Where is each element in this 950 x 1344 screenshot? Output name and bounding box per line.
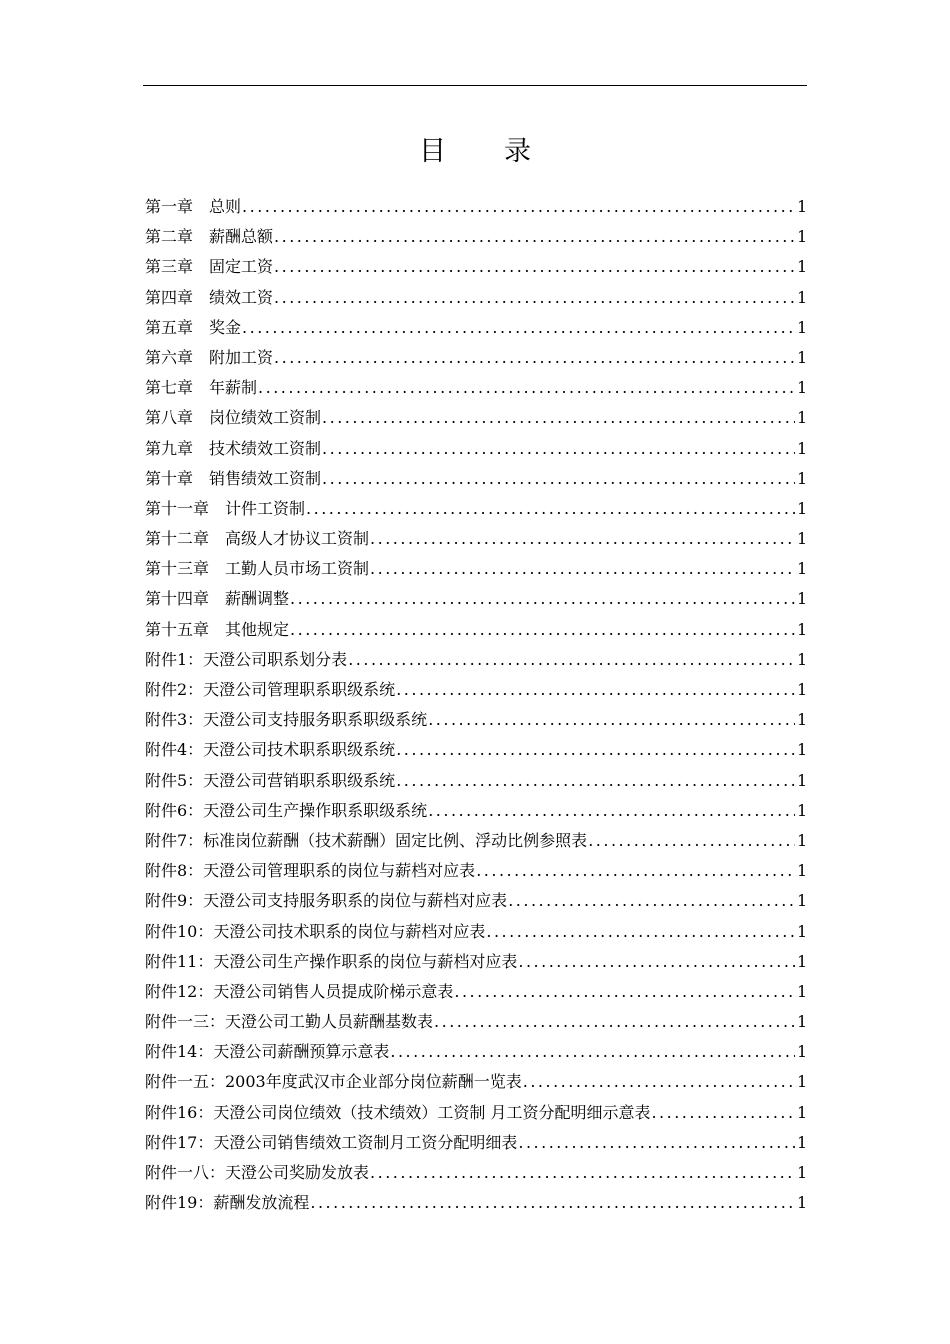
toc-dot-leader — [523, 1067, 795, 1097]
toc-dot-leader — [518, 1128, 795, 1158]
toc-entry-page-number: 1 — [797, 1102, 808, 1122]
toc-entry-page-number: 1 — [797, 619, 808, 639]
toc-entry[interactable] — [145, 554, 807, 584]
toc-entry-label: 附件一八：天澄公司奖励发放表 — [145, 1163, 370, 1182]
toc-entry[interactable] — [145, 675, 807, 705]
toc-entry[interactable] — [145, 645, 807, 675]
toc-dot-leader — [370, 1158, 795, 1188]
toc-entry-page-number: 1 — [797, 680, 808, 699]
toc-dot-leader — [588, 826, 795, 856]
toc-entry[interactable] — [145, 947, 807, 977]
toc-dot-leader — [274, 283, 795, 313]
toc-entry-label: 附件16：天澄公司岗位绩效（技术绩效）工资制 月工资分配明细示意表 — [145, 1102, 651, 1122]
toc-entry-label: 第十章 销售绩效工资制 — [145, 468, 322, 488]
toc-entry-label: 附件2：天澄公司管理职系职级系统 — [145, 680, 396, 699]
toc-entry-label: 附件一三：天澄公司工勤人员薪酬基数表 — [145, 1012, 434, 1032]
toc-entry-label: 附件12：天澄公司销售人员提成阶梯示意表 — [145, 981, 454, 1001]
toc-entry-label: 第五章 奖金 — [145, 317, 242, 337]
header-rule — [143, 85, 807, 86]
toc-entry[interactable] — [145, 343, 807, 373]
toc-entry[interactable] — [145, 524, 807, 554]
toc-entry-label: 附件9：天澄公司支持服务职系的岗位与薪档对应表 — [145, 891, 508, 911]
toc-entry-page-number: 1 — [797, 1132, 808, 1152]
toc-dot-leader — [322, 403, 795, 433]
toc-entry[interactable] — [145, 434, 807, 464]
toc-dot-leader — [454, 977, 795, 1007]
toc-entry-page-number: 1 — [797, 197, 808, 216]
toc-entry[interactable] — [145, 1158, 807, 1188]
toc-entry-label: 第九章 技术绩效工资制 — [145, 438, 322, 458]
toc-dot-leader — [306, 494, 795, 524]
toc-entry-label: 附件一五：2003年度武汉市企业部分岗位薪酬一览表 — [145, 1072, 522, 1092]
toc-entry-page-number: 1 — [797, 589, 808, 609]
toc-entry[interactable] — [145, 766, 807, 796]
toc-dot-leader — [274, 343, 795, 373]
toc-entry-label: 附件7：标准岗位薪酬（技术薪酬）固定比例、浮动比例参照表 — [145, 830, 588, 850]
toc-entry-page-number: 1 — [797, 649, 808, 669]
toc-entry-label: 第一章 总则 — [145, 197, 242, 216]
toc-entry-page-number: 1 — [797, 378, 808, 398]
toc-entry[interactable] — [145, 615, 807, 645]
toc-entry[interactable] — [145, 403, 807, 433]
toc-entry-page-number: 1 — [797, 498, 808, 518]
toc-entry-page-number: 1 — [797, 347, 808, 367]
toc-entry-page-number: 1 — [797, 1072, 808, 1092]
toc-entry-label: 附件10：天澄公司技术职系的岗位与薪档对应表 — [145, 921, 486, 941]
toc-entry[interactable] — [145, 917, 807, 947]
toc-entry-label: 第十三章 工勤人员市场工资制 — [145, 559, 370, 579]
toc-dot-leader — [274, 222, 795, 252]
toc-dot-leader — [290, 615, 795, 645]
toc-dot-leader — [518, 947, 795, 977]
toc-entry[interactable] — [145, 796, 807, 826]
toc-title: 目录 — [419, 136, 589, 167]
toc-dot-leader — [242, 192, 795, 222]
toc-entry[interactable] — [145, 494, 807, 524]
toc-entry[interactable] — [145, 192, 807, 222]
toc-entry[interactable] — [145, 1188, 807, 1218]
toc-entry[interactable] — [145, 1067, 807, 1097]
toc-entry[interactable] — [145, 735, 807, 765]
toc-entry-label: 附件11：天澄公司生产操作职系的岗位与薪档对应表 — [145, 951, 518, 971]
toc-entry-page-number: 1 — [797, 468, 808, 488]
toc-entry[interactable] — [145, 313, 807, 343]
toc-dot-leader — [396, 766, 795, 796]
toc-entry-page-number: 1 — [797, 1163, 808, 1182]
toc-entry[interactable] — [145, 705, 807, 735]
toc-entry-page-number: 1 — [797, 227, 808, 247]
toc-dot-leader — [428, 705, 795, 735]
toc-entry[interactable] — [145, 1007, 807, 1037]
toc-entry-page-number: 1 — [797, 951, 808, 971]
toc-entry[interactable] — [145, 826, 807, 856]
toc-dot-leader — [290, 584, 795, 614]
toc-entry-label: 第十四章 薪酬调整 — [145, 589, 290, 609]
toc-dot-leader — [434, 1007, 795, 1037]
toc-entry-label: 附件3：天澄公司支持服务职系职级系统 — [145, 710, 428, 730]
toc-entry-page-number: 1 — [797, 529, 808, 549]
toc-dot-leader — [396, 675, 795, 705]
toc-entry-page-number: 1 — [797, 981, 808, 1001]
toc-entry-page-number: 1 — [797, 1042, 808, 1062]
toc-entry-page-number: 1 — [797, 921, 808, 941]
toc-entry-page-number: 1 — [797, 861, 808, 881]
toc-entry-page-number: 1 — [797, 1193, 808, 1213]
toc-entry-label: 第十一章 计件工资制 — [145, 498, 306, 518]
toc-dot-leader — [322, 464, 795, 494]
toc-entry-label: 附件14：天澄公司薪酬预算示意表 — [145, 1042, 390, 1062]
toc-dot-leader — [396, 735, 795, 765]
toc-dot-leader — [310, 1188, 795, 1218]
toc-dot-leader — [486, 917, 795, 947]
toc-dot-leader — [390, 1037, 795, 1067]
toc-entry[interactable] — [145, 464, 807, 494]
toc-entry-label: 附件5：天澄公司营销职系职级系统 — [145, 770, 396, 790]
toc-entry-label: 第八章 岗位绩效工资制 — [145, 408, 322, 428]
toc-entry-page-number: 1 — [797, 891, 808, 911]
toc-entry-page-number: 1 — [797, 770, 808, 790]
toc-entry-page-number: 1 — [797, 287, 808, 307]
toc-entry[interactable] — [145, 584, 807, 614]
toc-entry-page-number: 1 — [797, 740, 808, 760]
toc-dot-leader — [428, 796, 795, 826]
toc-entry-label: 附件6：天澄公司生产操作职系职级系统 — [145, 800, 428, 820]
toc-entry[interactable] — [145, 1098, 807, 1128]
toc-entry-page-number: 1 — [797, 438, 808, 458]
toc-dot-leader — [370, 524, 795, 554]
toc-entry-page-number: 1 — [797, 1012, 808, 1032]
toc-dot-leader — [242, 313, 795, 343]
toc-dot-leader — [508, 886, 795, 916]
toc-dot-leader — [322, 434, 795, 464]
toc-entry[interactable] — [145, 1037, 807, 1067]
toc-entry-label: 附件4：天澄公司技术职系职级系统 — [145, 740, 396, 760]
toc-entry-label: 附件8：天澄公司管理职系的岗位与薪档对应表 — [145, 861, 476, 881]
toc-dot-leader — [651, 1098, 795, 1128]
toc-dot-leader — [348, 645, 795, 675]
toc-dot-leader — [370, 554, 795, 584]
toc-entry-label: 第十二章 高级人才协议工资制 — [145, 529, 370, 549]
toc-entry-label: 第三章 固定工资 — [145, 257, 274, 277]
toc-entry[interactable] — [145, 886, 807, 916]
toc-entry-page-number: 1 — [797, 408, 808, 428]
toc-entry-label: 附件19：薪酬发放流程 — [145, 1193, 310, 1213]
toc-entry-page-number: 1 — [797, 830, 808, 850]
toc-entry-page-number: 1 — [797, 257, 808, 277]
toc-entry-label: 第七章 年薪制 — [145, 378, 258, 398]
toc-entry-label: 第十五章 其他规定 — [145, 619, 290, 639]
toc-entry-page-number: 1 — [797, 800, 808, 820]
toc-entry-page-number: 1 — [797, 710, 808, 730]
toc-entry-label: 附件1：天澄公司职系划分表 — [145, 649, 348, 669]
toc-entry[interactable] — [145, 283, 807, 313]
toc-entry-page-number: 1 — [797, 559, 808, 579]
toc-entry-page-number: 1 — [797, 317, 808, 337]
toc-entry[interactable] — [145, 222, 807, 252]
toc-dot-leader — [274, 252, 795, 282]
toc-entry[interactable] — [145, 252, 807, 282]
toc-list — [145, 192, 807, 1218]
toc-dot-leader — [258, 373, 795, 403]
toc-entry-label: 第二章 薪酬总额 — [145, 227, 274, 247]
toc-entry[interactable] — [145, 977, 807, 1007]
toc-entry-label: 第六章 附加工资 — [145, 347, 274, 367]
toc-entry[interactable] — [145, 856, 807, 886]
toc-entry-label: 第四章 绩效工资 — [145, 287, 274, 307]
toc-dot-leader — [476, 856, 795, 886]
toc-entry[interactable] — [145, 1128, 807, 1158]
toc-entry[interactable] — [145, 373, 807, 403]
toc-entry-label: 附件17：天澄公司销售绩效工资制月工资分配明细表 — [145, 1132, 518, 1152]
